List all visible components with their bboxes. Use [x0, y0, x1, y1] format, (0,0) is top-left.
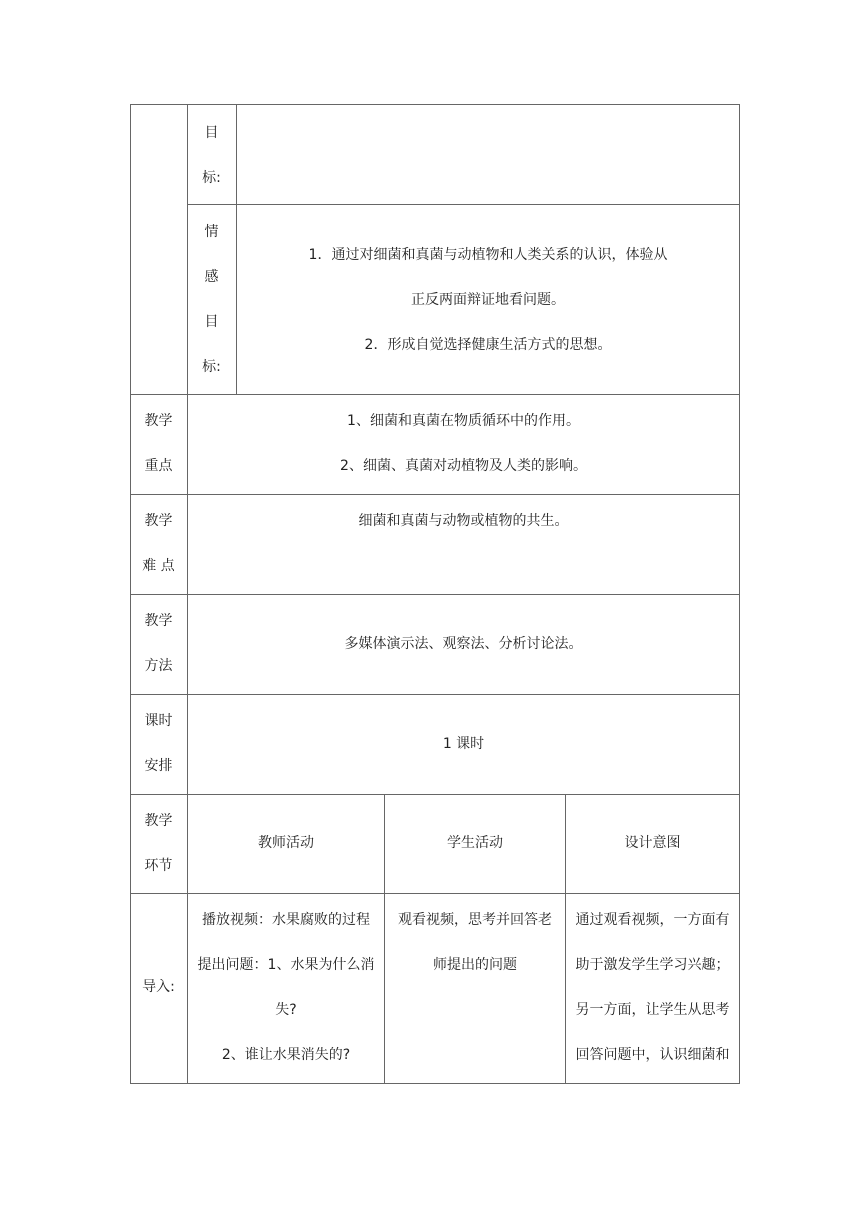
- intro-label: 导入:: [142, 979, 175, 995]
- intro-student-activity: [385, 898, 565, 988]
- student-activity-line: 观看视频，思考并回答老: [398, 912, 552, 928]
- schedule-label: [130, 699, 187, 789]
- design-intent-header: 设计意图: [624, 835, 681, 851]
- schedule-label-line: 课时: [144, 713, 173, 729]
- teacher-activity-line: 播放视频：水果腐败的过程: [202, 912, 370, 928]
- schedule-label-line: 安排: [144, 758, 173, 774]
- emotion-goal-line: 正反两面辩证地看问题。: [411, 292, 565, 308]
- stage-label-line: 教学: [144, 813, 173, 829]
- methods-label: [130, 599, 187, 689]
- emotion-goal-line: 1．通过对细菌和真菌与动植物和人类关系的认识，体验从: [308, 247, 668, 263]
- teacher-activity-line: 2、谁让水果消失的?: [221, 1047, 351, 1063]
- emotion-goal-label-char: 情: [204, 224, 219, 240]
- emotion-goal-label-char: 感: [204, 269, 219, 285]
- design-intent-line: 回答问题中，认识细菌和: [575, 1047, 730, 1063]
- key-point-line: 1、细菌和真菌在物质循环中的作用。: [347, 413, 580, 429]
- emotion-goal-label-char: 目: [204, 314, 219, 330]
- emotion-goal-line: 2．形成自觉选择健康生活方式的思想。: [364, 337, 612, 353]
- student-activity-line: 师提出的问题: [433, 957, 517, 973]
- key-points-label: [130, 399, 187, 489]
- key-points-content: [188, 399, 739, 489]
- teacher-activity-line: 失?: [275, 1002, 297, 1018]
- difficulties-label-line: 难 点: [142, 558, 175, 574]
- schedule-content: 1 课时: [442, 736, 485, 752]
- student-activity-header: 学生活动: [447, 835, 503, 851]
- key-points-label-line: 重点: [144, 458, 173, 474]
- goal-content: [237, 105, 739, 204]
- key-points-label-line: 教学: [144, 413, 173, 429]
- design-intent-line: 通过观看视频，一方面有: [575, 912, 730, 928]
- design-intent-line: 另一方面，让学生从思考: [575, 1002, 730, 1018]
- goal-label: [187, 111, 236, 201]
- emotion-goal-label-char: 标:: [202, 359, 221, 375]
- methods-label-line: 方法: [144, 658, 173, 674]
- difficulties-content: 细菌和真菌与动物或植物的共生。: [358, 513, 569, 529]
- intro-teacher-activity: [188, 898, 384, 1078]
- stage-label-line: 环节: [144, 858, 173, 874]
- goal-label-char: 标:: [202, 170, 221, 186]
- key-point-line: 2、细菌、真菌对动植物及人类的影响。: [340, 458, 587, 474]
- difficulties-label-line: 教学: [144, 513, 173, 529]
- goal-label-char: 目: [204, 125, 219, 141]
- difficulties-label: [130, 499, 187, 589]
- emotion-goal-content: [237, 233, 739, 368]
- methods-label-line: 教学: [144, 613, 173, 629]
- emotion-goal-label: [187, 210, 236, 390]
- design-intent-line: 助于激发学生学习兴趣；: [575, 957, 730, 973]
- stage-label: [130, 799, 187, 889]
- methods-content: 多媒体演示法、观察法、分析讨论法。: [344, 636, 583, 652]
- teacher-activity-header: 教师活动: [258, 835, 314, 851]
- teacher-activity-line: 提出问题：1、水果为什么消: [197, 957, 375, 973]
- intro-design-intent: [566, 898, 739, 1078]
